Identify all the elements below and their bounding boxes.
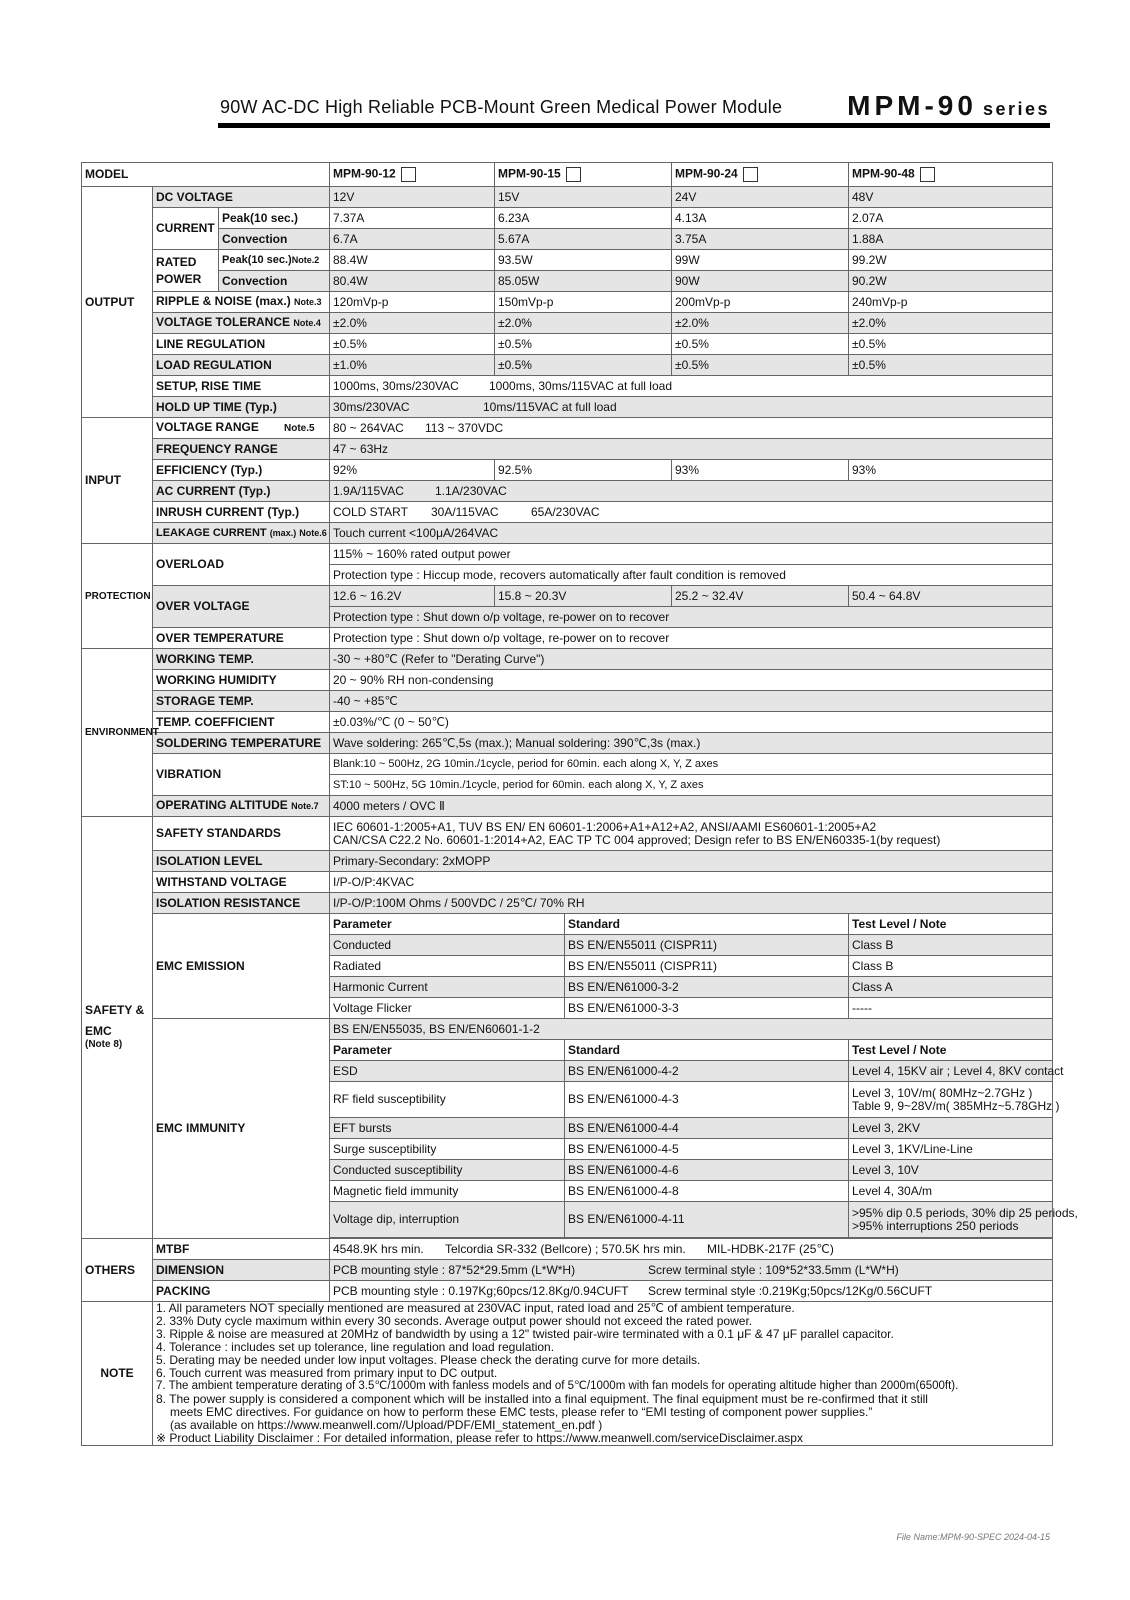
altitude-row	[82, 796, 1053, 817]
table-cell: BS EN/EN61000-4-5	[565, 1139, 849, 1160]
working-temp-row	[82, 649, 1053, 670]
altitude-label: OPERATING ALTITUDE Note.7	[153, 796, 330, 817]
value-cell: ST:10 ~ 500Hz, 5G 10min./1cycle, period for 60min. each along X, Y, Z axes	[330, 775, 1053, 796]
table-cell: BS EN/EN61000-3-3	[565, 998, 849, 1019]
value-cell: ±2.0%	[849, 313, 1053, 334]
value-cell: 85.05W	[495, 271, 672, 292]
value-cell: -30 ~ +80℃ (Refer to "Derating Curve")	[330, 649, 1053, 670]
section-environment: ENVIRONMENT	[82, 649, 153, 817]
value-cell: 50.4 ~ 64.8V	[849, 586, 1053, 607]
safety-standards-row	[82, 817, 1053, 851]
note-line: 4. Tolerance : includes set up tolerance, line regulation and load regulation.	[156, 1340, 555, 1354]
model-row	[82, 163, 1053, 187]
table-cell: Conducted	[330, 935, 565, 956]
soldering-label: SOLDERING TEMPERATURE	[153, 733, 330, 754]
over-temp-row	[82, 628, 1053, 649]
emc-immunity-label: EMC IMMUNITY	[153, 1019, 330, 1239]
voltage-range-label: VOLTAGE RANGE Note.5	[153, 418, 330, 439]
value-cell: 15V	[495, 187, 672, 208]
inrush-value: COLD START 30A/115VAC 65A/230VAC	[330, 502, 1053, 523]
value-cell: ±2.0%	[495, 313, 672, 334]
disclaimer-line: ※ Product Liability Disclaimer : For detailed information, please refer to https://www.meanwell.com/serviceDisclaimer.aspx	[156, 1431, 803, 1445]
value-cell: 6.7A	[330, 229, 495, 250]
overload-row-1	[82, 544, 1053, 565]
table-cell: BS EN/EN61000-4-11	[565, 1202, 849, 1238]
rated-power-conv-label: Convection	[219, 271, 330, 292]
value-cell: 93%	[672, 460, 849, 481]
mtbf-label: MTBF	[153, 1239, 330, 1260]
frequency-label: FREQUENCY RANGE	[153, 439, 330, 460]
table-cell: Surge susceptibility	[330, 1139, 565, 1160]
value-cell: 92.5%	[495, 460, 672, 481]
setup-rise-row	[82, 376, 1053, 397]
table-cell: EFT bursts	[330, 1118, 565, 1139]
table-cell: ESD	[330, 1061, 565, 1082]
table-cell: Level 4, 30A/m	[849, 1181, 1053, 1202]
voltage-range-value: 80 ~ 264VAC 113 ~ 370VDC	[330, 418, 1053, 439]
note-line: 1. All parameters NOT specially mentioned are measured at 230VAC input, rated load and 25℃ of ambient temperature.	[156, 1301, 795, 1315]
value-cell: 48V	[849, 187, 1053, 208]
value-cell: 24V	[672, 187, 849, 208]
table-cell: Radiated	[330, 956, 565, 977]
storage-temp-row	[82, 691, 1053, 712]
leakage-row	[82, 523, 1053, 544]
value-cell: Wave soldering: 265℃,5s (max.); Manual soldering: 390℃,3s (max.)	[330, 733, 1053, 754]
section-input: INPUT	[82, 418, 153, 544]
emc-immunity-standard-row	[82, 1019, 1053, 1040]
series-title	[847, 90, 1050, 122]
emc-emission-header-row	[82, 914, 1053, 935]
note-line: 3. Ripple & noise are measured at 20MHz of bandwidth by using a 12" twisted pair-wire terminated with a 0.1 μF & 47 μF parallel capacitor.	[156, 1327, 894, 1341]
dc-voltage-label: DC VOLTAGE	[153, 187, 330, 208]
current-conv-label: Convection	[219, 229, 330, 250]
ripple-row	[82, 292, 1053, 313]
efficiency-row	[82, 460, 1053, 481]
temp-coeff-label: TEMP. COEFFICIENT	[153, 712, 330, 733]
packing-row	[82, 1281, 1053, 1302]
leakage-label: LEAKAGE CURRENT (max.) Note.6	[153, 523, 330, 544]
withstand-row	[82, 872, 1053, 893]
table-cell: Class B	[849, 935, 1053, 956]
frequency-row	[82, 439, 1053, 460]
model-checkbox[interactable]	[743, 167, 758, 182]
note-line: 5. Derating may be needed under low input voltages. Please check the derating curve for more details.	[156, 1353, 701, 1367]
notes-row	[82, 1302, 1053, 1446]
value-cell: Touch current <100μA/264VAC	[330, 523, 1053, 544]
value-cell: ±0.5%	[330, 334, 495, 355]
value-cell: 4.13A	[672, 208, 849, 229]
value-cell: 20 ~ 90% RH non-condensing	[330, 670, 1053, 691]
rated-power-conv-row	[82, 271, 1053, 292]
dimension-label: DIMENSION	[153, 1260, 330, 1281]
file-name-footer: File Name:MPM-90-SPEC 2024-04-15	[896, 1532, 1050, 1542]
isolation-resistance-row	[82, 893, 1053, 914]
table-cell: Magnetic field immunity	[330, 1181, 565, 1202]
over-voltage-label: OVER VOLTAGE	[153, 586, 330, 628]
notes-list	[153, 1302, 1053, 1446]
section-protection: PROTECTION	[82, 544, 153, 649]
voltage-range-row	[82, 418, 1053, 439]
value-cell: 115% ~ 160% rated output power	[330, 544, 1053, 565]
table-cell: BS EN/EN61000-3-2	[565, 977, 849, 998]
value-cell: 92%	[330, 460, 495, 481]
value-cell: ±0.5%	[672, 355, 849, 376]
current-peak-label: Peak(10 sec.)	[219, 208, 330, 229]
soldering-row	[82, 733, 1053, 754]
value-cell: Primary-Secondary: 2xMOPP	[330, 851, 1053, 872]
column-header: Test Level / Note	[849, 914, 1053, 935]
value-cell: 240mVp-p	[849, 292, 1053, 313]
model-col-4: MPM-90-48	[849, 163, 1053, 187]
section-safety-emc: SAFETY & EMC (Note 8)	[82, 817, 153, 1239]
table-cell: BS EN/EN61000-4-2	[565, 1061, 849, 1082]
isolation-level-row	[82, 851, 1053, 872]
model-checkbox[interactable]	[566, 167, 581, 182]
model-checkbox[interactable]	[920, 167, 935, 182]
value-cell: 12V	[330, 187, 495, 208]
value-cell: 90.2W	[849, 271, 1053, 292]
table-cell: Conducted susceptibility	[330, 1160, 565, 1181]
value-cell: Protection type : Shut down o/p voltage, re-power on to recover	[330, 607, 1053, 628]
value-cell: ±0.5%	[849, 355, 1053, 376]
model-col-3: MPM-90-24	[672, 163, 849, 187]
storage-temp-label: STORAGE TEMP.	[153, 691, 330, 712]
page-header	[218, 88, 1050, 124]
note-line: meets EMC directives. For guidance on how to perform these EMC tests, please refer to “EMI testing of component power supplies.”	[170, 1405, 873, 1419]
value-cell: 93%	[849, 460, 1053, 481]
table-cell: BS EN/EN61000-4-3	[565, 1082, 849, 1118]
table-cell: >95% dip 0.5 periods, 30% dip 25 periods, >95% interruptions 250 periods	[849, 1202, 1053, 1238]
model-series: MPM-90	[847, 90, 977, 121]
safety-standards-label: SAFETY STANDARDS	[153, 817, 330, 851]
current-conv-row	[82, 229, 1053, 250]
value-cell: ±0.03%/℃ (0 ~ 50℃)	[330, 712, 1053, 733]
value-cell: BS EN/EN55035, BS EN/EN60601-1-2	[330, 1019, 1053, 1040]
value-cell: 1.88A	[849, 229, 1053, 250]
value-cell: 200mVp-p	[672, 292, 849, 313]
value-cell: I/P-O/P:4KVAC	[330, 872, 1053, 893]
vibration-label: VIBRATION	[153, 754, 330, 796]
value-cell: 25.2 ~ 32.4V	[672, 586, 849, 607]
table-cell: BS EN/EN61000-4-6	[565, 1160, 849, 1181]
dimension-value: PCB mounting style : 87*52*29.5mm (L*W*H) Screw terminal style : 109*52*33.5mm (L*W*H)	[330, 1260, 1053, 1281]
table-cell: Voltage dip, interruption	[330, 1202, 565, 1238]
value-cell: 3.75A	[672, 229, 849, 250]
section-others: OTHERS	[82, 1239, 153, 1302]
note-line: 2. 33% Duty cycle maximum within every 30 seconds. Average output power should not exceed the rated power.	[156, 1314, 753, 1328]
hold-up-row	[82, 397, 1053, 418]
column-header: Test Level / Note	[849, 1040, 1053, 1061]
value-cell: Blank:10 ~ 500Hz, 2G 10min./1cycle, period for 60min. each along X, Y, Z axes	[330, 754, 1053, 775]
value-cell: ±0.5%	[672, 334, 849, 355]
value-cell: 150mVp-p	[495, 292, 672, 313]
ac-current-value: 1.9A/115VAC 1.1A/230VAC	[330, 481, 1053, 502]
header-rule	[218, 123, 1050, 128]
rated-power-label: RATED POWER	[153, 250, 219, 292]
model-col-1: MPM-90-12	[330, 163, 495, 187]
table-cell: BS EN/EN61000-4-8	[565, 1181, 849, 1202]
overload-label: OVERLOAD	[153, 544, 330, 586]
model-label: MODEL	[82, 163, 330, 187]
setup-rise-value: 1000ms, 30ms/230VAC 1000ms, 30ms/115VAC at full load	[330, 376, 1053, 397]
table-cell: BS EN/EN55011 (CISPR11)	[565, 956, 849, 977]
over-temp-label: OVER TEMPERATURE	[153, 628, 330, 649]
table-cell: Level 4, 15KV air ; Level 4, 8KV contact	[849, 1061, 1053, 1082]
table-cell: Class A	[849, 977, 1053, 998]
current-peak-row	[82, 208, 1053, 229]
mtbf-value: 4548.9K hrs min. Telcordia SR-332 (Bellcore) ; 570.5K hrs min. MIL-HDBK-217F (25℃)	[330, 1239, 1053, 1260]
value-cell: I/P-O/P:100M Ohms / 500VDC / 25℃/ 70% RH	[330, 893, 1053, 914]
value-cell: 2.07A	[849, 208, 1053, 229]
current-label: CURRENT	[153, 208, 219, 250]
table-cell: -----	[849, 998, 1053, 1019]
value-cell: ±0.5%	[849, 334, 1053, 355]
value-cell: 4000 meters / OVC Ⅱ	[330, 796, 1053, 817]
working-humidity-row	[82, 670, 1053, 691]
over-voltage-row-1	[82, 586, 1053, 607]
dimension-row	[82, 1260, 1053, 1281]
model-col-2: MPM-90-15	[495, 163, 672, 187]
value-cell: ±1.0%	[330, 355, 495, 376]
note-line: 6. Touch current was measured from primary input to DC output.	[156, 1366, 498, 1380]
table-cell: Voltage Flicker	[330, 998, 565, 1019]
column-header: Standard	[565, 1040, 849, 1061]
note-line: (as available on https://www.meanwell.com//Upload/PDF/EMI_statement_en.pdf )	[170, 1418, 603, 1432]
value-cell: 93.5W	[495, 250, 672, 271]
voltage-tolerance-label: VOLTAGE TOLERANCE Note.4	[153, 313, 330, 334]
ripple-label: RIPPLE & NOISE (max.) Note.3	[153, 292, 330, 313]
table-cell: Level 3, 10V	[849, 1160, 1053, 1181]
value-cell: ±2.0%	[672, 313, 849, 334]
isolation-level-label: ISOLATION LEVEL	[153, 851, 330, 872]
column-header: Standard	[565, 914, 849, 935]
table-cell: Harmonic Current	[330, 977, 565, 998]
rated-power-peak-label: Peak(10 sec.)Note.2	[219, 250, 330, 271]
value-cell: 99W	[672, 250, 849, 271]
column-header: Parameter	[330, 1040, 565, 1061]
table-cell: Class B	[849, 956, 1053, 977]
value-cell: Protection type : Hiccup mode, recovers automatically after fault condition is removed	[330, 565, 1053, 586]
value-cell: 80.4W	[330, 271, 495, 292]
document-subtitle: 90W AC-DC High Reliable PCB-Mount Green Medical Power Module	[220, 97, 783, 117]
table-cell: Level 3, 2KV	[849, 1118, 1053, 1139]
model-checkbox[interactable]	[401, 167, 416, 182]
note-line: 8. The power supply is considered a component which will be installed into a final equipment. The final equipment must be re-confirmed that it still	[156, 1392, 928, 1406]
value-cell: ±0.5%	[495, 334, 672, 355]
value-cell: ±2.0%	[330, 313, 495, 334]
setup-rise-label: SETUP, RISE TIME	[153, 376, 330, 397]
vibration-row-1	[82, 754, 1053, 775]
table-cell: BS EN/EN55011 (CISPR11)	[565, 935, 849, 956]
inrush-label: INRUSH CURRENT (Typ.)	[153, 502, 330, 523]
ac-current-row	[82, 481, 1053, 502]
packing-value: PCB mounting style : 0.197Kg;60pcs/12.8Kg/0.94CUFT Screw terminal style :0.219Kg;50pcs/12Kg/0.56CUFT	[330, 1281, 1053, 1302]
value-cell: 47 ~ 63Hz	[330, 439, 1053, 460]
table-cell: RF field susceptibility	[330, 1082, 565, 1118]
hold-up-value: 30ms/230VAC 10ms/115VAC at full load	[330, 397, 1053, 418]
working-temp-label: WORKING TEMP.	[153, 649, 330, 670]
value-cell: 6.23A	[495, 208, 672, 229]
hold-up-label: HOLD UP TIME (Typ.)	[153, 397, 330, 418]
emc-emission-label: EMC EMISSION	[153, 914, 330, 1019]
value-cell: 7.37A	[330, 208, 495, 229]
withstand-label: WITHSTAND VOLTAGE	[153, 872, 330, 893]
table-cell: Level 3, 1KV/Line-Line	[849, 1139, 1053, 1160]
note-line: 7. The ambient temperature derating of 3.5℃/1000m with fanless models and of 5℃/1000m with fan models for operating altitude higher than 2000m(6500ft).	[156, 1380, 959, 1392]
column-header: Parameter	[330, 914, 565, 935]
load-regulation-label: LOAD REGULATION	[153, 355, 330, 376]
value-cell: Protection type : Shut down o/p voltage, re-power on to recover	[330, 628, 1053, 649]
spec-table	[81, 162, 1078, 1446]
isolation-resistance-label: ISOLATION RESISTANCE	[153, 893, 330, 914]
rated-power-peak-row	[82, 250, 1053, 271]
packing-label: PACKING	[153, 1281, 330, 1302]
section-note: NOTE	[82, 1302, 153, 1446]
inrush-row	[82, 502, 1053, 523]
value-cell: ±0.5%	[495, 355, 672, 376]
value-cell: 88.4W	[330, 250, 495, 271]
value-cell: 12.6 ~ 16.2V	[330, 586, 495, 607]
working-humidity-label: WORKING HUMIDITY	[153, 670, 330, 691]
table-cell: BS EN/EN61000-4-4	[565, 1118, 849, 1139]
dc-voltage-row	[82, 187, 1053, 208]
line-regulation-label: LINE REGULATION	[153, 334, 330, 355]
line-regulation-row	[82, 334, 1053, 355]
value-cell: 15.8 ~ 20.3V	[495, 586, 672, 607]
value-cell: 90W	[672, 271, 849, 292]
section-output: OUTPUT	[82, 187, 153, 418]
efficiency-label: EFFICIENCY (Typ.)	[153, 460, 330, 481]
mtbf-row	[82, 1239, 1053, 1260]
value-cell: 99.2W	[849, 250, 1053, 271]
voltage-tolerance-row	[82, 313, 1053, 334]
ac-current-label: AC CURRENT (Typ.)	[153, 481, 330, 502]
value-cell: 120mVp-p	[330, 292, 495, 313]
load-regulation-row	[82, 355, 1053, 376]
temp-coeff-row	[82, 712, 1053, 733]
series-word: series	[982, 99, 1050, 119]
value-cell: -40 ~ +85℃	[330, 691, 1053, 712]
table-cell: Level 3, 10V/m( 80MHz~2.7GHz ) Table 9, 9~28V/m( 385MHz~5.78GHz )	[849, 1082, 1053, 1118]
value-cell: 5.67A	[495, 229, 672, 250]
safety-standards-value: IEC 60601-1:2005+A1, TUV BS EN/ EN 60601-1:2006+A1+A12+A2, ANSI/AAMI ES60601-1:2005+A2 CAN/CSA C22.2 No. 60601-1:2014+A2, EAC TP TC 004 approved; Design refer to BS EN/EN60335-1(by request)	[330, 817, 1053, 851]
